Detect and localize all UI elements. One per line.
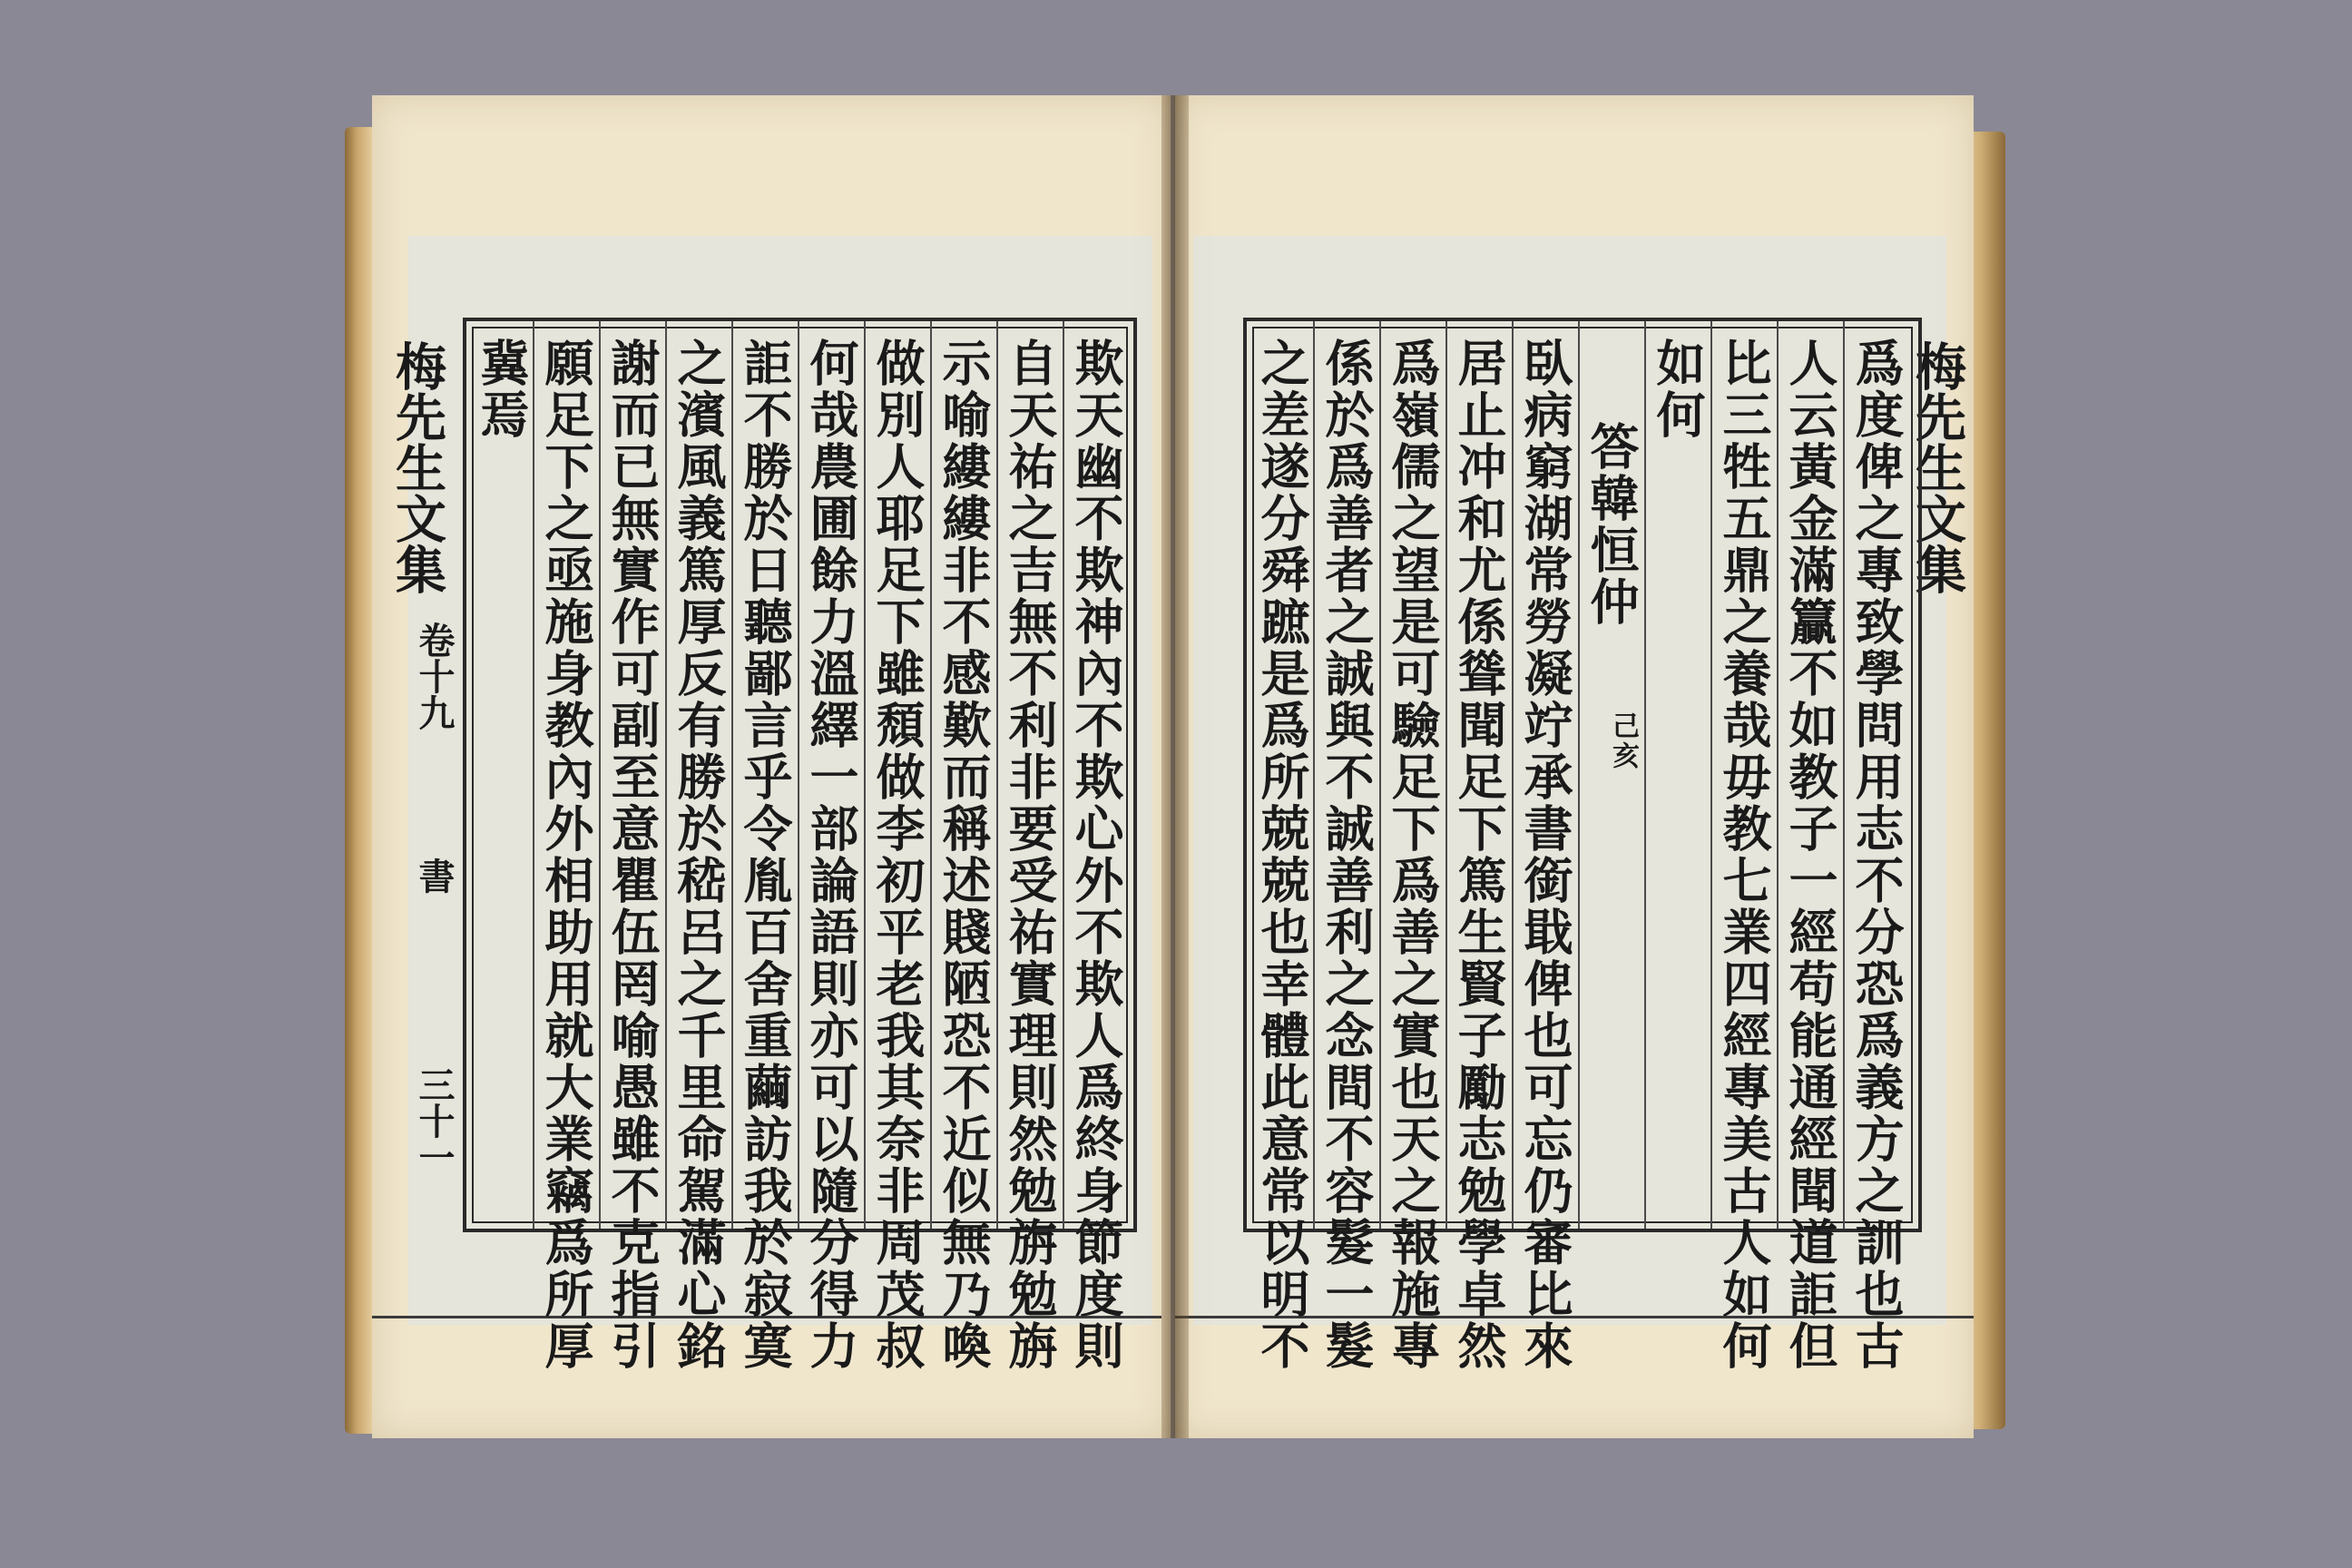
left-margin-title: 梅先生文集 — [387, 340, 447, 594]
column-rule — [996, 321, 998, 1229]
text-column: 示喻縷縷非不感歎而稱述賤陋恐不近似無乃喚 — [935, 338, 993, 1372]
text-column: 謝而已無實作可副至意瞿伍罔喻愚雖不克指引 — [603, 338, 662, 1372]
text-column: 如何 — [1649, 338, 1707, 441]
column-rule — [798, 321, 799, 1229]
column-rule — [1578, 321, 1580, 1229]
text-column: 何哉農圃餘力溫繹一部論語則亦可以隨分得力 — [802, 338, 860, 1372]
column-rule — [599, 321, 601, 1229]
column-rule — [533, 321, 534, 1229]
text-column: 願足下之亟施身教內外相助用就大業竊爲所厚 — [537, 338, 595, 1372]
letter-heading: 答韓恒仲 — [1583, 421, 1641, 628]
text-column: 比三牲五鼎之養哉毋教七業四經專美古人如何 — [1715, 338, 1773, 1372]
text-column: 冀焉 — [473, 338, 531, 441]
text-column: 係於爲善者之誠與不誠善利之念間不容髮一髮 — [1318, 338, 1376, 1372]
text-column: 詎不勝於日聽鄙言乎令胤百舍重繭訪我於寂寞 — [736, 338, 794, 1372]
text-column: 人云黃金滿籯不如教子一經苟能通經聞道詎但 — [1781, 338, 1839, 1372]
column-rule — [1777, 321, 1779, 1229]
column-rule — [864, 321, 866, 1229]
left-page — [372, 95, 1171, 1438]
column-rule — [665, 321, 667, 1229]
right-margin-title: 梅先生文集 — [1907, 340, 1967, 594]
text-column: 自天祐之吉無不利非要受祐實理則然勉旃勉旃 — [1001, 338, 1059, 1372]
column-rule — [1446, 321, 1447, 1229]
column-rule — [1063, 321, 1064, 1229]
left-margin-volume: 卷十九 — [413, 622, 456, 730]
left-text-frame — [463, 318, 1137, 1372]
column-rule — [930, 321, 932, 1229]
right-page — [1175, 95, 1974, 1438]
text-column: 臥病窮湖常勞凝竚承書銜戢俾也可忘仍審比來 — [1516, 338, 1574, 1372]
text-column: 爲度俾之專致學問用志不分恐爲義方之訓也古 — [1847, 338, 1906, 1372]
column-rule — [1644, 321, 1646, 1229]
text-column: 之濱風義篤厚反有勝於嵇呂之千里命駕滿心銘 — [670, 338, 728, 1372]
left-margin-page: 三十一 — [413, 1066, 456, 1175]
left-margin-section: 書 — [413, 858, 456, 894]
column-rule — [1710, 321, 1712, 1229]
open-book — [345, 86, 2005, 1465]
column-rule — [731, 321, 733, 1229]
text-column: 做別人耶足下雖頹做李初平老我其奈非周茂叔 — [868, 338, 926, 1372]
column-rule — [1379, 321, 1381, 1229]
column-rule — [1313, 321, 1315, 1229]
text-column: 居止冲和尤係聳聞足下篤生賢子勵志勉學卓然 — [1450, 338, 1508, 1372]
letter-date: 己亥 — [1607, 711, 1639, 771]
right-text-frame — [1243, 318, 1922, 1372]
text-column: 之差遂分舜蹠是爲所兢兢也幸體此意常以明不 — [1253, 338, 1311, 1372]
column-rule — [1843, 321, 1845, 1229]
column-rule — [1512, 321, 1514, 1229]
book-gutter — [1161, 95, 1189, 1438]
text-column: 欺天幽不欺神內不欺心外不欺人爲終身節度則 — [1067, 338, 1125, 1372]
text-column: 爲嶺儒之望是可驗足下爲善之實也天之報施專 — [1384, 338, 1442, 1372]
